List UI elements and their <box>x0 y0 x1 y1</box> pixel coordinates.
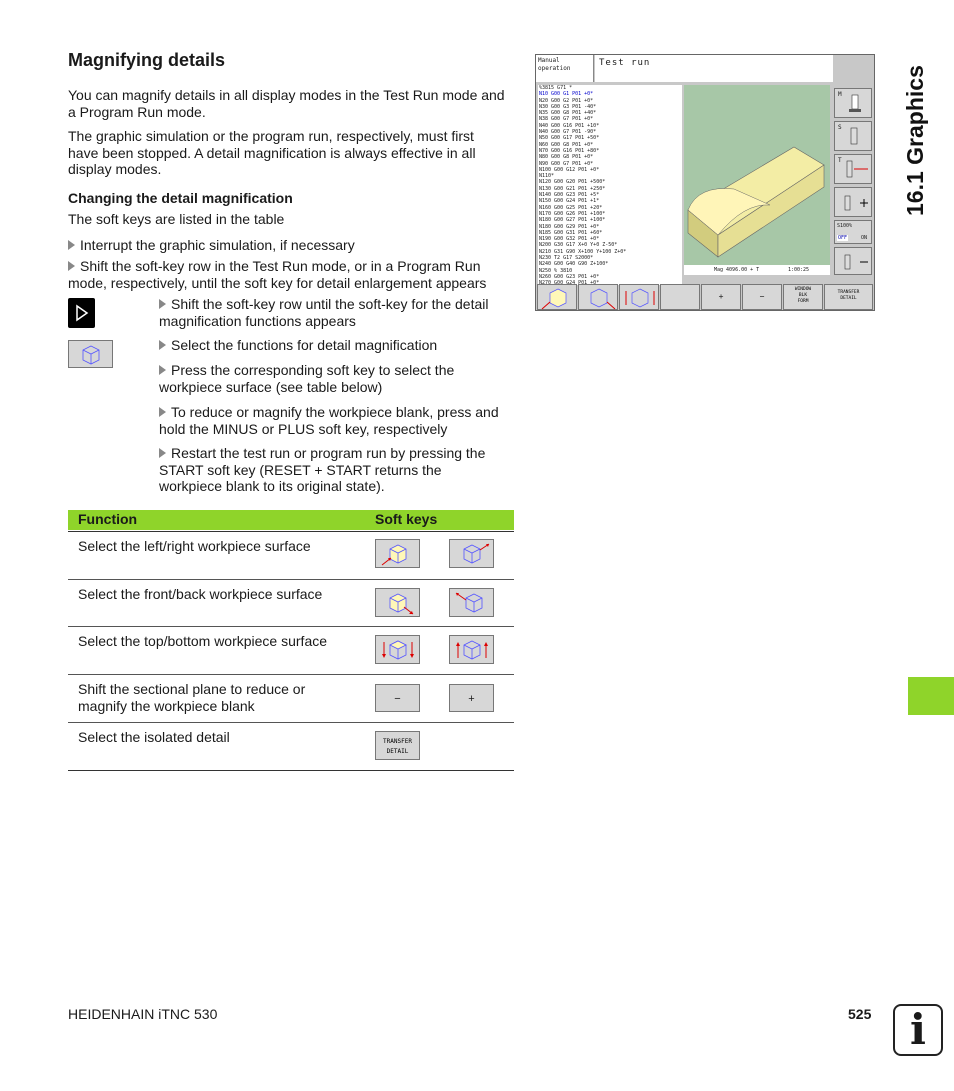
program-line: N250 % 3810 <box>539 267 573 274</box>
table-rule <box>68 770 514 771</box>
program-line: N190 G00 G32 P01 +0* <box>539 236 600 243</box>
cube-left-arrow-icon <box>538 285 578 311</box>
program-line: N35 G00 G8 P01 +40* <box>539 110 597 117</box>
screen-softkey-1[interactable] <box>537 284 577 310</box>
step-1: Shift the soft-key row until the soft-key for the detail magnification functions appears <box>159 296 489 329</box>
softkey-label: TRANSFER <box>837 290 860 295</box>
select-back-surface-softkey[interactable] <box>449 588 494 617</box>
plus-softkey[interactable]: + <box>449 684 494 712</box>
step-2: Select the functions for detail magnification <box>159 337 514 354</box>
program-line: N100 G00 G12 P01 +0* <box>539 166 600 173</box>
table-row-function: Shift the sectional plane to reduce or magnify the workpiece blank <box>78 681 306 714</box>
table-row-function: Select the isolated detail <box>78 729 230 745</box>
section-title: Magnifying details <box>68 50 226 70</box>
cube-right-arrow-icon <box>450 540 495 569</box>
screen-softkey-transfer-detail[interactable] <box>824 284 873 310</box>
mode-label: operation <box>538 65 571 72</box>
cube-detail-icon <box>69 341 114 369</box>
bullet-arrow-icon <box>68 261 75 271</box>
program-line: N240 G00 G40 G90 Z+100* <box>539 261 609 268</box>
step-arrow-icon <box>159 299 166 309</box>
side-key-s100[interactable] <box>834 220 872 244</box>
chapter-title-vertical <box>897 60 931 220</box>
table-rule <box>68 626 514 627</box>
spindle-icon <box>835 89 873 119</box>
screen-softkey-4[interactable] <box>660 284 700 310</box>
program-line: N230 T2 G17 S2000* <box>539 255 594 262</box>
side-key-label: S <box>838 124 842 131</box>
softkey-label: BLK <box>798 293 808 298</box>
program-line: N90 G00 G7 P01 +0* <box>539 160 594 167</box>
tool-length-icon <box>835 155 873 185</box>
program-line: N130 G00 G21 P01 +250* <box>539 185 606 192</box>
info-icon-letter: i <box>910 1005 926 1054</box>
tnc-screenshot <box>535 54 875 311</box>
screen-softkey-3[interactable] <box>619 284 659 310</box>
program-line: N150 G00 G24 P01 +1* <box>539 198 600 205</box>
screen-softkey-plus[interactable]: + <box>701 284 741 310</box>
table-row-function: Select the left/right workpiece surface <box>78 538 311 554</box>
program-line: N140 G00 G23 P01 +5* <box>539 192 600 199</box>
softkey-label: WINDOW <box>794 287 812 292</box>
vertical-softkey-bar <box>833 85 873 280</box>
program-line: N185 G00 G31 P01 +60* <box>539 229 603 236</box>
softkey-label: DETAIL <box>386 748 409 755</box>
table-header <box>68 510 514 530</box>
table-rule <box>68 579 514 580</box>
program-listing <box>538 85 682 285</box>
step-4: To reduce or magnify the workpiece blank, press and hold the MINUS or PLUS soft key, respectively <box>159 404 499 437</box>
program-line: N120 G00 G20 P01 +500* <box>539 179 606 186</box>
minus-icon <box>835 248 873 276</box>
intro-paragraph-1: You can magnify details in all display modes in the Test Run mode and a Program Run mode. <box>68 87 505 120</box>
softkey-label: DETAIL <box>840 296 857 301</box>
select-right-surface-softkey[interactable] <box>449 539 494 568</box>
chapter-title-svg <box>897 60 931 220</box>
status-text: Mag 4096.00 + T <box>714 267 760 273</box>
bullet-2: Shift the soft-key row in the Test Run mode, or in a Program Run mode, respectively, until the soft key for detail enlargement appears <box>68 258 487 291</box>
program-line: N60 G00 G8 P01 +0* <box>539 141 594 148</box>
chapter-title-text: 16.1 Graphics <box>902 65 928 216</box>
col-softkeys-header: Soft keys <box>375 511 438 527</box>
info-icon <box>893 1004 943 1056</box>
table-row-function: Select the top/bottom workpiece surface <box>78 633 328 649</box>
cube-right-arrow-icon <box>579 285 619 311</box>
step-arrow-icon <box>159 448 166 458</box>
cube-left-arrow-icon <box>376 540 421 569</box>
step-5: Restart the test run or program run by pressing the START soft key (RESET + START returns the workpiece blank to its original state). <box>159 445 486 494</box>
program-line: N80 G00 G8 P01 +0* <box>539 154 594 161</box>
subheading: Changing the detail magnification <box>68 190 293 206</box>
next-arrow-icon <box>68 298 95 328</box>
screen-softkey-2[interactable] <box>578 284 618 310</box>
softkey-label: FORM <box>797 299 809 304</box>
side-key-label: M <box>838 91 842 98</box>
footer-product: HEIDENHAIN iTNC 530 <box>68 1006 218 1022</box>
program-line: %3815 G71 * <box>539 85 573 91</box>
select-front-surface-softkey[interactable] <box>375 588 420 617</box>
step-arrow-icon <box>159 340 166 350</box>
table-rule <box>68 722 514 723</box>
select-bottom-surface-softkey[interactable] <box>449 635 494 664</box>
minus-softkey[interactable]: − <box>375 684 420 712</box>
step-arrow-icon <box>159 407 166 417</box>
program-line: N50 G00 G17 P01 +50* <box>539 135 600 142</box>
shift-softkey-row-key[interactable] <box>68 298 95 328</box>
screen-title: Test run <box>595 55 833 82</box>
side-key-label: S100% <box>837 223 853 229</box>
cube-front-arrow-icon <box>376 589 421 618</box>
cube-top-arrow-icon <box>376 636 421 665</box>
table-row-function: Select the front/back workpiece surface <box>78 586 323 602</box>
detail-magnification-softkey[interactable] <box>68 340 113 368</box>
page-number: 525 <box>848 1006 872 1022</box>
table-rule <box>68 531 514 532</box>
side-key-t[interactable] <box>834 154 872 184</box>
plus-icon <box>835 188 873 218</box>
mode-panel <box>536 55 594 82</box>
program-line: N180 G00 G29 P01 +0* <box>539 223 600 230</box>
side-key-m[interactable] <box>834 88 872 118</box>
program-line: N30 G00 G3 P01 -40* <box>539 103 597 110</box>
program-line: N180 G00 G27 P01 +100* <box>539 217 606 224</box>
step-arrow-icon <box>159 365 166 375</box>
select-top-surface-softkey[interactable] <box>375 635 420 664</box>
table-rule <box>68 674 514 675</box>
tool-icon <box>835 122 873 152</box>
workpiece-model-icon <box>684 85 830 275</box>
side-key-plus[interactable] <box>834 187 872 217</box>
side-key-label: T <box>838 157 842 164</box>
table-note: The soft keys are listed in the table <box>68 211 285 227</box>
status-bar <box>684 265 830 275</box>
program-line: N160 G00 G25 P01 +20* <box>539 204 603 211</box>
program-line: N200 G30 G17 X+0 Y+0 Z-50* <box>539 242 618 249</box>
program-line: N40 G00 G7 P01 -90* <box>539 129 597 136</box>
bullet-1: Interrupt the graphic simulation, if necessary <box>68 237 514 254</box>
program-line: N38 G00 G7 P01 +0* <box>539 116 594 123</box>
intro-paragraph-2: The graphic simulation or the program run, respectively, must first have been stopped. A detail magnification is always effective in all display modes. <box>68 128 476 177</box>
program-line: N260 G00 G23 P01 +0* <box>539 273 600 280</box>
cube-top-arrow-icon <box>620 285 660 311</box>
model-view <box>684 85 830 275</box>
col-function-header: Function <box>78 511 138 527</box>
side-key-minus[interactable] <box>834 247 872 275</box>
side-key-label: ON <box>861 235 868 241</box>
program-line: N210 G31 G90 X+100 Y+100 Z+0* <box>539 248 627 255</box>
status-time: 1:00:25 <box>788 267 810 273</box>
softkey-label: TRANSFER <box>383 738 412 745</box>
transfer-detail-softkey[interactable] <box>375 731 420 760</box>
screen-softkey-window-blk-form[interactable] <box>783 284 823 310</box>
bullet-arrow-icon <box>68 240 75 250</box>
side-key-label: OFF <box>838 235 848 241</box>
side-key-s[interactable] <box>834 121 872 151</box>
program-line: N10 G00 G1 P01 +0* <box>539 91 594 98</box>
chapter-tab <box>908 677 954 715</box>
step-3: Press the corresponding soft key to select the workpiece surface (see table below) <box>159 362 455 395</box>
select-left-surface-softkey[interactable] <box>375 539 420 568</box>
program-line: N20 G00 G2 P01 +0* <box>539 97 594 104</box>
screen-softkey-minus[interactable]: − <box>742 284 782 310</box>
program-line: N70 G00 G16 P01 +80* <box>539 147 600 154</box>
program-line: N40 G00 G16 P01 +10* <box>539 122 600 129</box>
program-line: N170 G00 G26 P01 +100* <box>539 210 606 217</box>
cube-bottom-arrow-icon <box>450 636 495 665</box>
mode-label: Manual <box>538 57 560 64</box>
horizontal-softkey-bar <box>536 284 874 311</box>
cube-back-arrow-icon <box>450 589 495 618</box>
program-line: N110* <box>539 173 555 180</box>
